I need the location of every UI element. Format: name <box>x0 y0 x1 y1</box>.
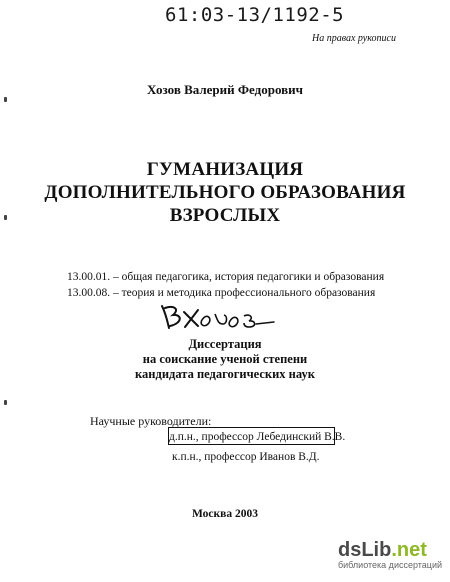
title-line: ГУМАНИЗАЦИЯ <box>146 159 304 180</box>
degree-line: кандидата педагогических наук <box>135 367 315 381</box>
degree-line: на соискание ученой степени <box>142 352 308 366</box>
supervisor-first: д.п.н., профессор Лебединский В.В. <box>168 427 335 445</box>
scan-mark <box>4 215 7 220</box>
watermark-logo: dsLib.net <box>338 539 427 561</box>
supervisors-label: Научные руководители: <box>90 414 212 428</box>
title-line: ДОПОЛНИТЕЛЬНОГО ОБРАЗОВАНИЯ <box>44 182 406 203</box>
author-name: Хозов Валерий Федорович <box>147 82 303 97</box>
dissertation-title <box>0 158 450 227</box>
handwritten-signature <box>158 302 278 332</box>
specialty-line: 13.00.01. – общая педагогика, история педагогики и образования <box>67 271 385 283</box>
supervisor-second: к.п.н., профессор Иванов В.Д. <box>172 451 320 463</box>
scan-mark <box>4 97 7 102</box>
dslib-watermark <box>338 539 442 570</box>
watermark-subtitle: библиотека диссертаций <box>338 560 443 570</box>
dissertation-degree-block <box>0 337 450 382</box>
degree-line: Диссертация <box>188 337 262 351</box>
title-line: ВЗРОСЛЫХ <box>169 205 281 226</box>
rights-note: На правах рукописи <box>312 33 396 44</box>
scan-mark <box>4 400 7 405</box>
city-year: Москва 2003 <box>191 508 259 520</box>
catalog-number: 61:03-13/1192-5 <box>165 4 345 26</box>
specialty-line: 13.00.08. – теория и методика профессионального образования <box>67 287 376 299</box>
